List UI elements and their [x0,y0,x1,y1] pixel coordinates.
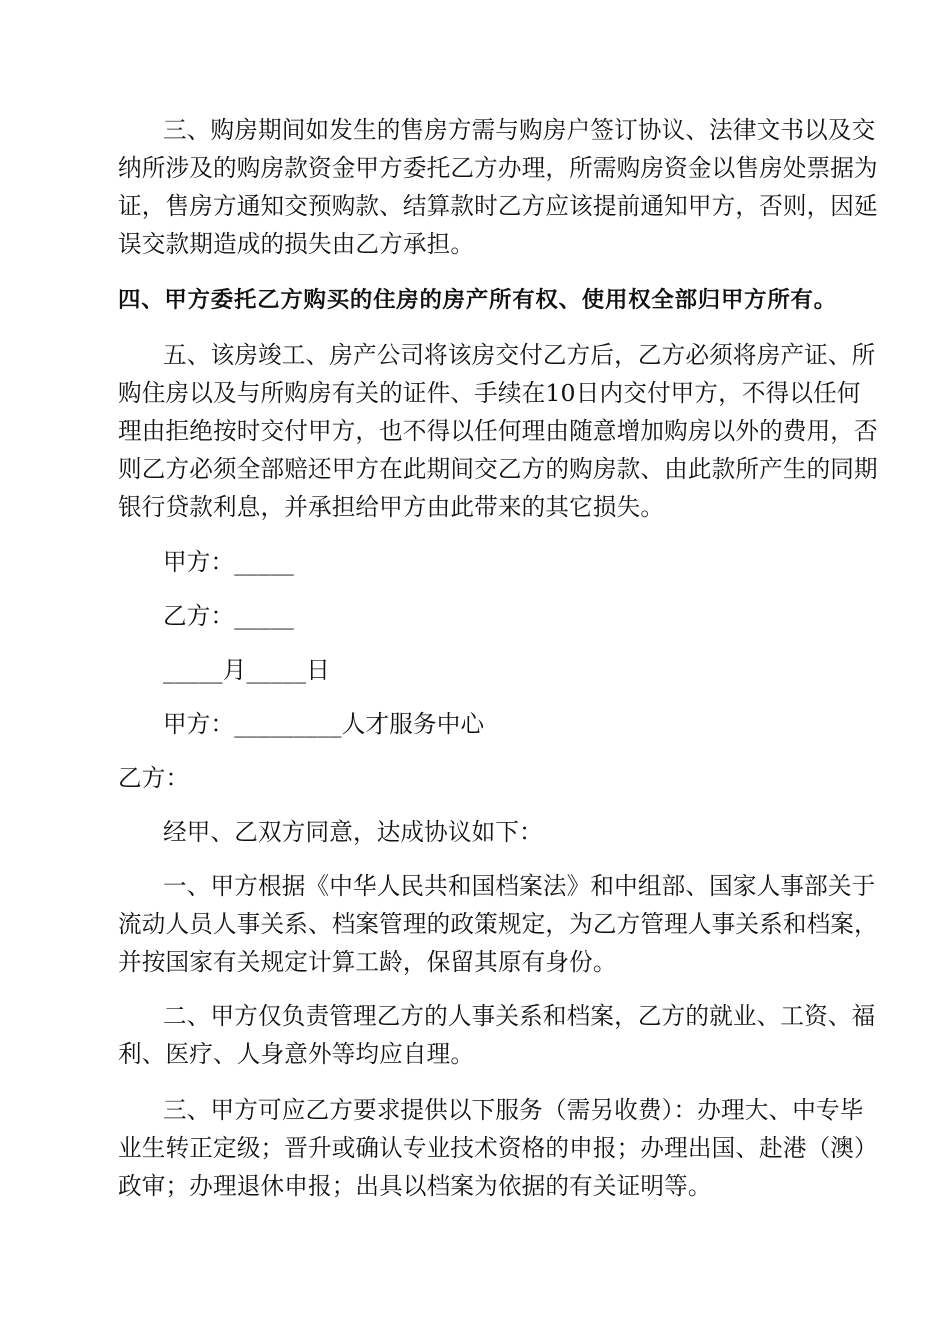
party-a-service-center: 甲方：_________人才服务中心 [163,710,485,738]
paragraph-5-line-4: 则乙方必须全部赔还甲方在此期间交乙方的购房款、由此款所产生的同期 [118,455,878,483]
paragraph-3-line-4: 误交款期造成的损失由乙方承担。 [118,230,475,258]
agreement-clause-1-line-3: 并按国家有关规定计算工龄，保留其原有身份。 [118,948,617,976]
paragraph-3-line-3: 证，售房方通知交预购款、结算款时乙方应该提前通知甲方，否则，因延 [118,192,878,220]
paragraph-3-line-1: 三、购房期间如发生的售房方需与购房户签订协议、法律文书以及交 [163,116,876,144]
agreement-clause-3-line-1: 三、甲方可应乙方要求提供以下服务（需另收费）：办理大、中专毕 [163,1096,864,1124]
agreement-clause-3-line-2: 业生转正定级；晋升或确认专业技术资格的申报；办理出国、赴港（澳） [118,1134,878,1162]
party-b-signature: 乙方：_____ [163,602,294,630]
paragraph-5-line-3: 理由拒绝按时交付甲方，也不得以任何理由随意增加购房以外的费用，否 [118,417,878,445]
paragraph-5-line-2: 购住房以及与所购房有关的证件、手续在10日内交付甲方，不得以任何 [118,379,861,407]
paragraph-5-line-1: 五、该房竣工、房产公司将该房交付乙方后，乙方必须将房产证、所 [163,341,876,369]
party-a-signature: 甲方：_____ [163,548,294,576]
party-b-label: 乙方： [118,764,190,792]
paragraph-5-line-5: 银行贷款利息，并承担给甲方由此带来的其它损失。 [118,493,665,521]
signature-date: _____月_____日 [163,656,330,684]
agreement-clause-2-line-2: 利、医疗、人身意外等均应自理。 [118,1040,475,1068]
clause-4-bold: 四、甲方委托乙方购买的住房的房产所有权、使用权全部归甲方所有。 [118,287,837,313]
agreement-clause-3-line-3: 政审；办理退休申报；出具以档案为依据的有关证明等。 [118,1172,712,1200]
paragraph-3-line-2: 纳所涉及的购房款资金甲方委托乙方办理，所需购房资金以售房处票据为 [118,154,878,182]
agreement-intro: 经甲、乙双方同意，达成协议如下： [163,818,543,846]
agreement-clause-1-line-1: 一、甲方根据《中华人民共和国档案法》和中组部、国家人事部关于 [163,872,876,900]
agreement-clause-2-line-1: 二、甲方仅负责管理乙方的人事关系和档案，乙方的就业、工资、福 [163,1002,876,1030]
agreement-clause-1-line-2: 流动人员人事关系、档案管理的政策规定，为乙方管理人事关系和档案， [118,910,878,938]
